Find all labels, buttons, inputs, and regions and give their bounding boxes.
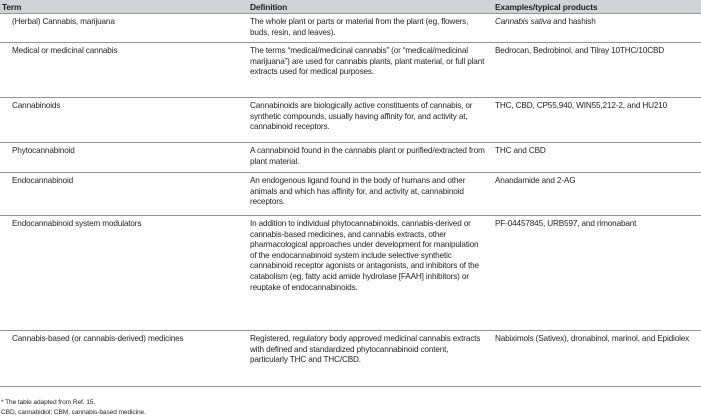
row-examples bbox=[491, 216, 701, 331]
table-row bbox=[0, 43, 701, 98]
row-examples bbox=[491, 173, 701, 216]
row-definition: A cannabinoid found in the cannabis plant or purified/extracted from plant material. bbox=[246, 143, 491, 173]
row-term: Endocannabinoid system modulators bbox=[0, 216, 246, 331]
table-row bbox=[0, 331, 701, 387]
table-header-row bbox=[0, 0, 701, 14]
row-examples bbox=[491, 98, 701, 143]
row-examples-text: Bedrocan, Bedrobinol, and Tilray 10THC/10CBD bbox=[495, 46, 665, 55]
row-examples-text: and hashish bbox=[551, 17, 596, 26]
table-body bbox=[0, 14, 701, 387]
row-term: Endocannabinoid bbox=[0, 173, 246, 216]
row-definition: The terms “medical/medicinal cannabis” (or “medical/medicinal marijuana”) are used for cannabis plants, plant material, or full plant extracts used for medical purposes. bbox=[246, 43, 491, 98]
row-examples-text: Nabiximols (Sativex), dronabinol, marinol, and Epidiolex bbox=[495, 334, 690, 343]
table-row bbox=[0, 143, 701, 173]
row-term: (Herbal) Cannabis, marijuana bbox=[0, 14, 246, 43]
row-examples-text: THC and CBD bbox=[495, 146, 546, 155]
footnote-abbreviations: CBD, cannabidiol; CBM, cannabis-based medicine. bbox=[1, 409, 146, 416]
table-header bbox=[0, 0, 701, 14]
row-term: Medical or medicinal cannabis bbox=[0, 43, 246, 98]
row-term: Phytocannabinoid bbox=[0, 143, 246, 173]
row-examples-text: Anandamide and 2-AG bbox=[495, 176, 576, 185]
row-definition: An endogenous ligand found in the body of humans and other animals and which has affinity for, and activity at, cannabinoid receptors. bbox=[246, 173, 491, 216]
row-examples bbox=[491, 14, 701, 43]
row-examples bbox=[491, 143, 701, 173]
table-row bbox=[0, 14, 701, 43]
header-examples: Examples/typical products bbox=[491, 0, 701, 14]
header-definition: Definition bbox=[246, 0, 491, 14]
footnote-source: * The table adapted from Ref. 15. bbox=[1, 399, 96, 406]
row-examples bbox=[491, 331, 701, 387]
row-examples-text: PF-04457845, URB597, and rimonabant bbox=[495, 219, 637, 228]
row-definition: In addition to individual phytocannabinoids, cannabis-derived or cannabis-based medicines, and cannabis extracts, other pharmacological approaches under development for manipulation of the endocannabinoid system include selective synthetic cannabinoid receptor agonists or antagonists, and inhibitors of the catabolism (eg, fatty acid amide hydrolase [FAAH] inhibitors) or reuptake of endocannabinoids. bbox=[246, 216, 491, 331]
table-row bbox=[0, 173, 701, 216]
row-examples bbox=[491, 43, 701, 98]
row-term: Cannabinoids bbox=[0, 98, 246, 143]
table-row bbox=[0, 216, 701, 331]
row-term: Cannabis-based (or cannabis-derived) medicines bbox=[0, 331, 246, 387]
row-examples-text: THC, CBD, CP55,940, WIN55,212-2, and HU210 bbox=[495, 101, 668, 110]
table-row bbox=[0, 98, 701, 143]
row-definition: Cannabinoids are biologically active constituents of cannabis, or synthetic compounds, usually having affinity for, and activity at, cannabinoid receptors. bbox=[246, 98, 491, 143]
row-examples-italic: Cannabis sativa bbox=[495, 17, 552, 26]
row-definition: Registered, regulatory body approved medicinal cannabis extracts with defined and standardized phytocannabinoid content, particularly THC and THC/CBD. bbox=[246, 331, 491, 387]
header-term: Term bbox=[0, 0, 246, 14]
row-definition: The whole plant or parts or material from the plant (eg, flowers, buds, resin, and leaves). bbox=[246, 14, 491, 43]
